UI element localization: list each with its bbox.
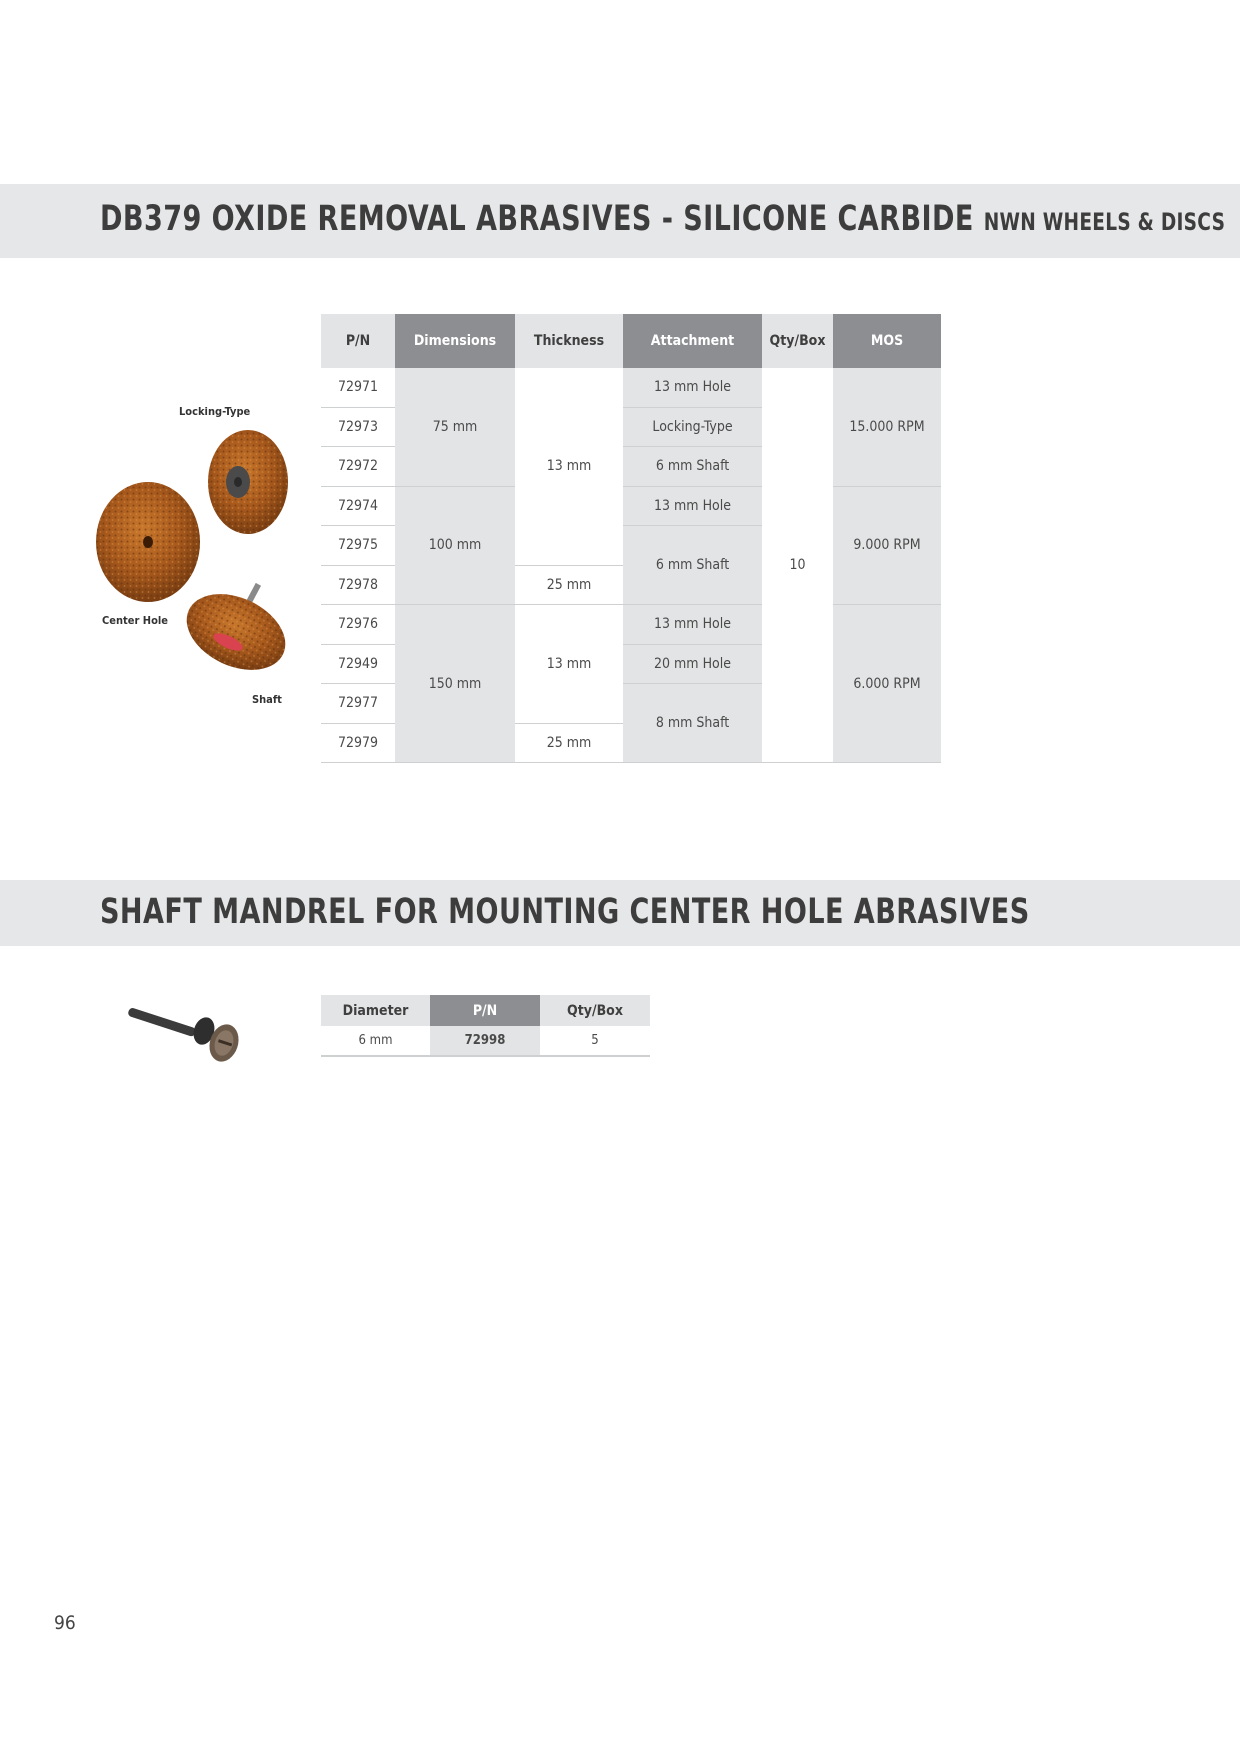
section1-title	[100, 199, 1225, 239]
mos-cell: 9.000 RPM	[833, 486, 941, 605]
mos-cell: 15.000 RPM	[833, 368, 941, 486]
attachment-cell: 20 mm Hole	[623, 644, 762, 684]
mos-cell: 6.000 RPM	[833, 605, 941, 763]
attachment-cell: 13 mm Hole	[623, 486, 762, 526]
pn-cell: 72972	[321, 447, 395, 487]
header-mos: MOS	[833, 314, 941, 368]
shaft-label: Shaft	[252, 693, 282, 706]
attachment-cell: Locking-Type	[623, 407, 762, 447]
header-dimensions: Dimensions	[395, 314, 515, 368]
section1-header-band	[0, 184, 1240, 258]
header-qty-box: Qty/Box	[540, 995, 650, 1026]
attachment-cell: 13 mm Hole	[623, 605, 762, 645]
locking-type-label: Locking-Type	[179, 405, 251, 418]
header-diameter: Diameter	[321, 995, 430, 1026]
dimensions-cell: 75 mm	[395, 368, 515, 486]
page-number: 96	[54, 1612, 76, 1634]
diameter-cell: 6 mm	[321, 1026, 430, 1056]
attachment-cell: 6 mm Shaft	[623, 526, 762, 605]
pn-cell: 72973	[321, 407, 395, 447]
pn-cell: 72974	[321, 486, 395, 526]
table-header-row	[321, 314, 941, 368]
pn-cell: 72971	[321, 368, 395, 407]
qty-box-cell: 10	[762, 368, 833, 763]
thickness-cell: 25 mm	[515, 723, 623, 763]
pn-cell: 72975	[321, 526, 395, 566]
locking-type-wheel	[208, 430, 288, 534]
qty-box-cell: 5	[540, 1026, 650, 1056]
shaft-mandrel-image	[126, 995, 246, 1075]
attachment-cell: 13 mm Hole	[623, 368, 762, 407]
thickness-cell: 13 mm	[515, 368, 623, 565]
attachment-cell: 8 mm Shaft	[623, 684, 762, 763]
header-attachment: Attachment	[623, 314, 762, 368]
pn-cell: 72976	[321, 605, 395, 645]
table-row	[321, 368, 941, 407]
pn-cell: 72978	[321, 565, 395, 605]
header-thickness: Thickness	[515, 314, 623, 368]
pn-cell: 72977	[321, 684, 395, 724]
shaft-wheel	[175, 579, 296, 672]
header-pn: P/N	[321, 314, 395, 368]
center-hole-label: Center Hole	[102, 614, 168, 627]
dimensions-cell: 150 mm	[395, 605, 515, 763]
thickness-cell: 25 mm	[515, 565, 623, 605]
mandrel-spec-table	[321, 995, 650, 1057]
section1-title-main: DB379 OXIDE REMOVAL ABRASIVES - SILICONE CARBIDE	[100, 199, 974, 239]
section2-header-band	[0, 880, 1240, 946]
pn-cell: 72949	[321, 644, 395, 684]
table-row	[321, 1026, 650, 1056]
header-pn: P/N	[430, 995, 540, 1026]
thickness-cell: 13 mm	[515, 605, 623, 724]
section1-title-sub: NWN WHEELS & DISCS	[983, 208, 1226, 236]
center-hole-wheel	[96, 482, 200, 602]
pn-cell: 72979	[321, 723, 395, 763]
section2-title: SHAFT MANDREL FOR MOUNTING CENTER HOLE ABRASIVES	[100, 892, 1030, 932]
table-row	[321, 605, 941, 645]
pn-cell: 72998	[430, 1026, 540, 1056]
dimensions-cell: 100 mm	[395, 486, 515, 605]
header-qty-box: Qty/Box	[762, 314, 833, 368]
abrasive-wheels-image	[96, 402, 296, 672]
wheels-spec-table	[321, 314, 941, 763]
attachment-cell: 6 mm Shaft	[623, 447, 762, 487]
table-header-row	[321, 995, 650, 1026]
table-row	[321, 486, 941, 526]
